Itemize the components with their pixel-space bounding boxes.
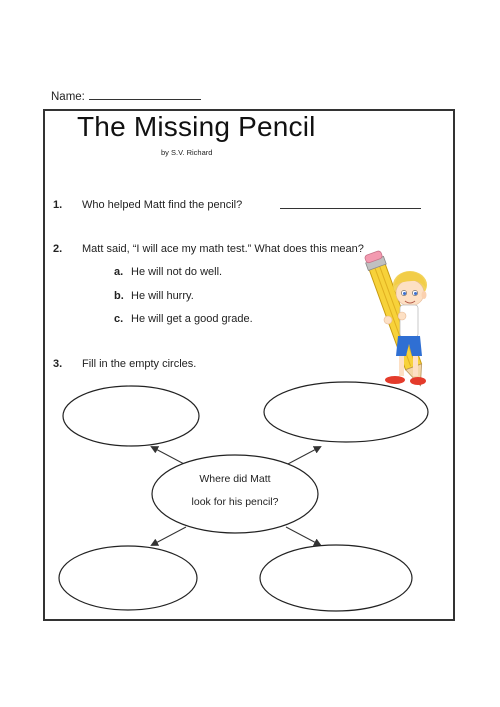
- author-credit: by S.V. Richard: [161, 148, 213, 157]
- option-c-letter: c.: [114, 313, 124, 325]
- empty-circle-top-left[interactable]: [63, 386, 199, 446]
- question-2-text: Matt said, “I will ace my math test.” What does this mean?: [82, 243, 364, 255]
- option-a-letter: a.: [114, 266, 124, 278]
- empty-circle-top-right[interactable]: [264, 382, 428, 442]
- boy-with-pencil-icon: [363, 250, 429, 389]
- question-1-text: Who helped Matt find the pencil?: [82, 199, 243, 211]
- option-b-letter: b.: [114, 290, 124, 302]
- arrow-top-left: [152, 447, 186, 465]
- center-circle: [152, 455, 318, 533]
- option-a-text[interactable]: He will not do well.: [131, 266, 223, 278]
- empty-circle-bottom-left[interactable]: [59, 546, 197, 610]
- question-2-number: 2.: [53, 243, 63, 255]
- worksheet-title: The Missing Pencil: [77, 111, 316, 142]
- center-question-line-2: look for his pencil?: [191, 496, 279, 508]
- arrow-bottom-left: [152, 527, 186, 545]
- option-c-text[interactable]: He will get a good grade.: [131, 313, 253, 325]
- question-3-number: 3.: [53, 358, 63, 370]
- question-1-number: 1.: [53, 199, 63, 211]
- empty-circle-bottom-right[interactable]: [260, 545, 412, 611]
- arrow-top-right: [286, 447, 320, 465]
- name-label: Name:: [51, 91, 85, 103]
- question-3-text: Fill in the empty circles.: [82, 358, 197, 370]
- option-b-text[interactable]: He will hurry.: [131, 290, 194, 302]
- center-question-line-1: Where did Matt: [199, 473, 271, 485]
- arrow-bottom-right: [286, 527, 320, 545]
